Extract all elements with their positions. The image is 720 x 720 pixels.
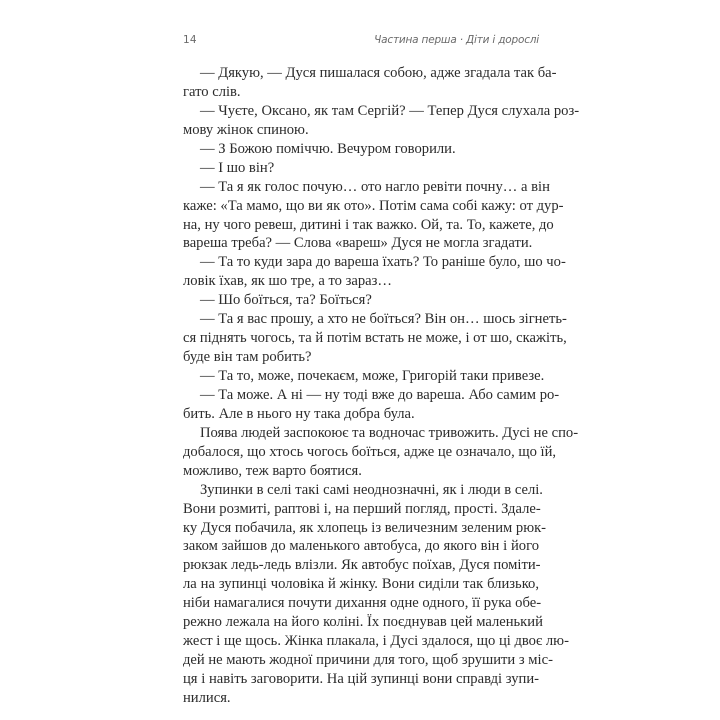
text-line: ла на зупинці чоловіка й жінку. Вони сиділи так близько,: [183, 576, 539, 593]
paragraph: [183, 310, 567, 367]
paragraph: [183, 367, 545, 386]
text-line: — З Божою поміччю. Вечуром говорили.: [200, 140, 456, 157]
text-line: заком зайшов до маленького автобуса, до якого він і його: [183, 538, 539, 555]
paragraph: [183, 178, 564, 254]
text-line: мову жінок спиною.: [183, 121, 309, 138]
text-line: — Та то куди зара до вареша їхать? То раніше було, шо чо-: [200, 254, 566, 271]
text-line: гато слів.: [183, 83, 241, 100]
paragraph: [183, 386, 560, 424]
page-number: 14: [183, 34, 197, 46]
paragraph: [183, 424, 579, 481]
paragraph: [183, 102, 580, 140]
text-line: бить. Але в нього ну така добра була.: [183, 405, 415, 422]
text-line: рюкзак ледь-ледь влізли. Як автобус поїхав, Дуся поміти-: [183, 557, 541, 574]
paragraph: [183, 159, 539, 178]
text-line: ловік їхав, як шо тре, а то зараз…: [183, 273, 392, 290]
text-line: буде він там робить?: [183, 349, 312, 366]
paragraph: [183, 291, 539, 310]
text-line: Поява людей заспокоює та водночас тривожить. Дусі не спо-: [200, 424, 579, 441]
text-line: нилися.: [183, 689, 231, 706]
text-line: жест і ще щось. Жінка плакала, і Дусі здалося, що ці двоє лю-: [183, 633, 569, 650]
text-line: ніби намагалися почути дихання одне одного, її рука обе-: [183, 595, 542, 612]
body-text: [183, 64, 580, 708]
running-head: [183, 34, 539, 52]
text-line: вареша треба? — Слова «вареш» Дуся не могла згадати.: [183, 235, 533, 252]
text-line: — Та я вас прошу, а хто не боїться? Він он… шось зігнеть-: [200, 311, 567, 328]
text-line: — Та може. А ні — ну тоді вже до вареша. Або самим ро-: [200, 386, 560, 403]
text-line: — Та то, може, почекаєм, може, Григорій таки привезе.: [200, 368, 545, 384]
text-line: на, ну чого ревеш, дитині і так важко. Ой, та. То, кажете, до: [183, 216, 554, 233]
text-line: режно лежала на його коліні. Їх поєднував цей маленький: [183, 614, 543, 631]
text-line: — Дякую, — Дуся пишалася собою, адже згадала так ба-: [200, 65, 557, 81]
text-line: — Чуєте, Оксано, як там Сергій? — Тепер Дуся слухала роз-: [200, 102, 580, 119]
text-line: дей не мають жодної причини для того, щоб зрушити з міс-: [183, 652, 553, 669]
paragraph: [183, 481, 569, 708]
text-line: — І шо він?: [200, 159, 275, 176]
chapter-title: Частина перша · Діти і дорослі: [374, 34, 539, 46]
paragraph: [183, 140, 539, 159]
text-line: добалося, що хтось чогось боїться, адже це означало, що їй,: [183, 443, 557, 460]
text-line: каже: «Та мамо, що ви як ото». Потім сама собі кажу: от дур-: [183, 197, 564, 214]
text-line: ця і навіть заговорити. На цій зупинці вони справді зупи-: [183, 671, 539, 687]
paragraph: [183, 253, 566, 291]
text-line: — Шо боїться, та? Боїться?: [200, 292, 372, 309]
text-line: ся піднять чогось, та й потім встать не може, і от шо, скажіть,: [183, 330, 567, 347]
text-line: — Та я як голос почую… ото нагло ревіти почну… а він: [200, 178, 550, 195]
text-line: ку Дуся побачила, як хлопець із величезним зеленим рюк-: [183, 519, 547, 536]
text-line: Зупинки в селі такі самі неоднозначні, як і люди в селі.: [200, 481, 543, 498]
text-line: Вони розмиті, раптові і, на перший погляд, прості. Здале-: [183, 500, 541, 517]
paragraph: [183, 64, 557, 102]
text-line: можливо, теж варто боятися.: [183, 462, 362, 479]
book-page: [183, 34, 580, 708]
